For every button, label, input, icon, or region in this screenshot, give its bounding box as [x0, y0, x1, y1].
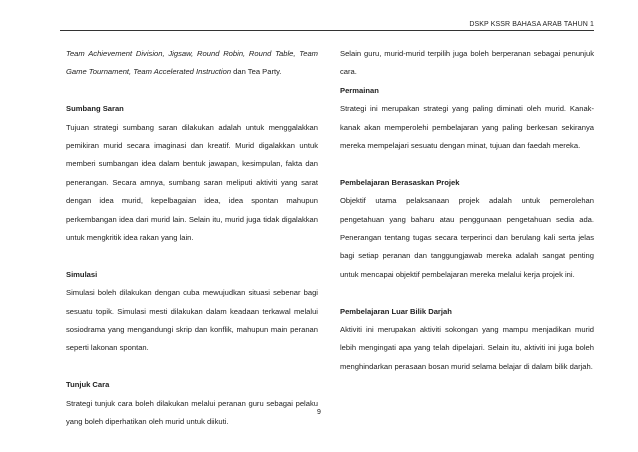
- page-number: 9: [317, 409, 321, 416]
- heading-simulasi: Simulasi: [66, 269, 98, 279]
- intro-right: Selain guru, murid-murid terpilih juga boleh berperanan sebagai penunjuk cara.: [340, 49, 594, 77]
- body-luar-bilik-darjah: Aktiviti ini merupakan aktiviti sokongan yang mampu menjadikan murid lebih mengingati apa yang telah dipelajari. Selain itu, aktiviti ini juga boleh menghindarkan perasaan bosan murid selama belajar di dalam bilik darjah.: [340, 325, 594, 371]
- body-tunjuk-cara: Strategi tunjuk cara boleh dilakukan melalui peranan guru sebagai pelaku yang boleh diperhatikan oleh murid untuk diikuti.: [66, 398, 318, 427]
- heading-sumbang-saran: Sumbang Saran: [66, 104, 124, 114]
- right-column: [340, 45, 594, 376]
- header-rule: [60, 30, 594, 31]
- running-header: DSKP KSSR BAHASA ARAB TAHUN 1: [469, 21, 594, 28]
- heading-tunjuk-cara: Tunjuk Cara: [66, 380, 110, 390]
- intro-tail: dan Tea Party.: [231, 67, 282, 77]
- heading-pembelajaran-projek: Pembelajaran Berasaskan Projek: [340, 177, 460, 187]
- heading-permainan: Permainan: [340, 85, 379, 95]
- heading-luar-bilik-darjah: Pembelajaran Luar Bilik Darjah: [340, 306, 452, 316]
- left-column: [66, 45, 318, 431]
- body-permainan: Strategi ini merupakan strategi yang paling diminati oleh murid. Kanak-kanak akan memperolehi pembelajaran yang paling berkesan sekiranya mereka mempelajari sesuatu dengan minat, tujuan dan faedah mereka.: [340, 104, 594, 151]
- body-pembelajaran-projek: Objektif utama pelaksanaan projek adalah untuk pemerolehan pengetahuan yang baharu atau penggunaan pengetahuan sedia ada. Penerangan tentang tugas secara terperinci dan berulang kali serta jelas bagi setiap peranan dan tanggungjawab mereka adalah sangat penting untuk mencapai objektif pembelajaran mereka melalui kerja projek ini.: [340, 196, 594, 279]
- intro-paragraph: [66, 45, 318, 82]
- strategy-list: Team Achievement Division, Jigsaw, Round Robin, Round Table, Team Game Tournament, Team Accelerated Instruction: [66, 49, 318, 77]
- body-simulasi: Simulasi boleh dilakukan dengan cuba mewujudkan situasi sebenar bagi sesuatu topik. Simulasi mesti dilakukan dalam keadaan terkawal melalui sosiodrama yang mengandungi skrip dan konflik, mahupun main peranan seperti lakonan spontan.: [66, 288, 318, 353]
- body-sumbang-saran: Tujuan strategi sumbang saran dilakukan adalah untuk menggalakkan pemikiran murid secara imaginasi dan kreatif. Murid digalakkan untuk memberi sumbangan idea dalam bentuk jawapan, kesimpulan, fakta dan penerangan. Secara amnya, sumbang saran meliputi aktiviti yang sarat dengan idea murid, kepelbagaian idea, idea spontan mahupun perkembangan idea dari murid lain. Selain itu, murid juga tidak digalakkan untuk mengkritik idea rakan yang lain.: [66, 122, 318, 243]
